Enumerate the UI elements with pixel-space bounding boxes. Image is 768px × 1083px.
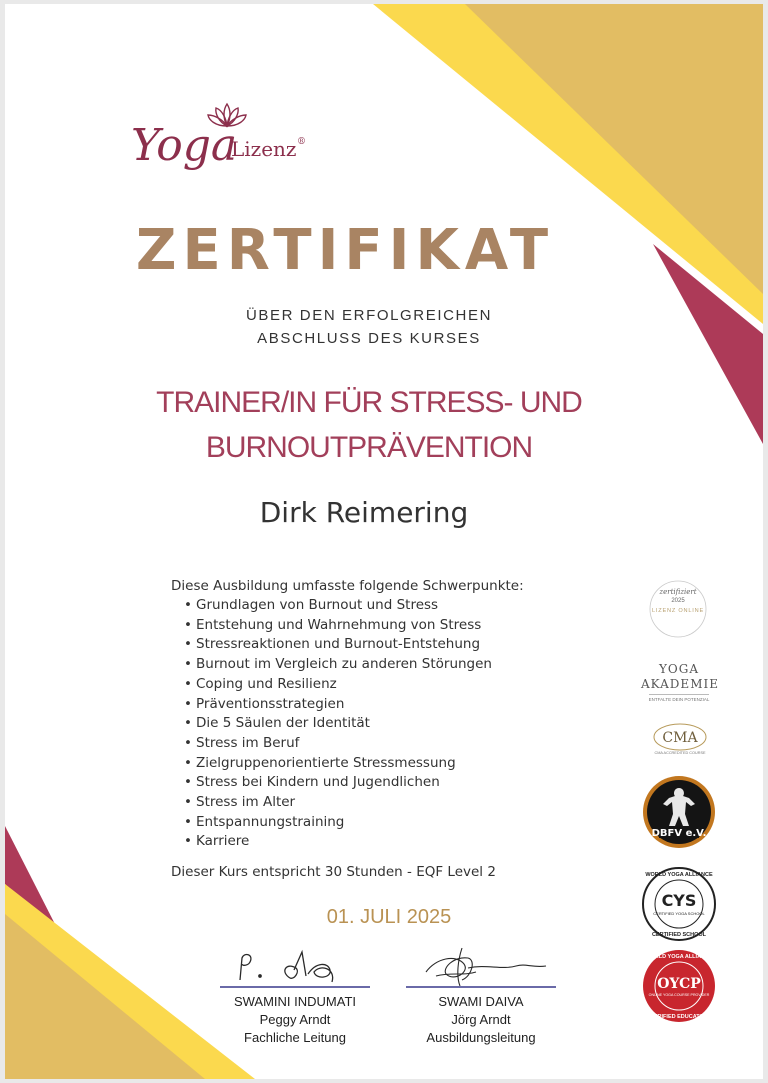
yoga-lizenz-logo [129, 100, 309, 186]
cys-seal-icon [641, 866, 717, 942]
svg-text:WORLD YOGA ALLIANCE: WORLD YOGA ALLIANCE [645, 872, 713, 878]
yoga-akademie-line2: AKADEMIE [641, 677, 719, 691]
signature-person-1: Peggy Arndt [259, 1011, 331, 1027]
focus-areas [171, 576, 524, 852]
certificate-page [5, 4, 763, 1079]
svg-text:DBFV e.V.: DBFV e.V. [651, 828, 707, 839]
subtitle-line-2: ABSCHLUSS DES KURSES [257, 330, 481, 347]
svg-text:VERIFIED EDUCATOR: VERIFIED EDUCATOR [650, 1014, 708, 1020]
focus-item: • Entspannungstraining [184, 813, 524, 833]
svg-text:CERTIFIED SCHOOL: CERTIFIED SCHOOL [651, 932, 707, 938]
cma-badge [645, 722, 715, 760]
dbfv-seal-icon [641, 774, 717, 850]
oycp-badge [641, 948, 717, 1028]
certificate-title: ZERTIFIKAT [135, 218, 555, 283]
signature-2 [406, 942, 556, 986]
focus-item: • Stressreaktionen und Burnout-Entstehung [184, 635, 524, 655]
svg-text:2025: 2025 [671, 598, 685, 604]
focus-item: • Burnout im Vergleich zu anderen Störungen [184, 655, 524, 675]
svg-text:zertifiziert: zertifiziert [659, 588, 697, 596]
focus-item: • Karriere [184, 832, 524, 852]
svg-text:Lizenz: Lizenz [231, 137, 297, 161]
svg-text:LIZENZ ONLINE: LIZENZ ONLINE [651, 608, 705, 614]
signature-role-2: SWAMI DAIVA [438, 993, 524, 1009]
svg-text:CYS: CYS [661, 891, 697, 910]
focus-list [171, 596, 524, 852]
yoga-akademie-divider [649, 694, 709, 695]
signature-line-1 [220, 986, 370, 988]
recipient-name: Dirk Reimering [259, 496, 469, 529]
focus-intro: Diese Ausbildung umfasste folgende Schwerpunkte: [171, 578, 524, 594]
subtitle-line-1: ÜBER DEN ERFOLGREICHEN [245, 307, 493, 324]
focus-item: • Grundlagen von Burnout und Stress [184, 596, 524, 616]
signature-block-1 [195, 942, 395, 1045]
svg-text:Yoga: Yoga [131, 120, 238, 171]
svg-text:ONLINE YOGA COURSE PROVIDER: ONLINE YOGA COURSE PROVIDER [648, 993, 710, 997]
focus-item: • Stress im Alter [184, 793, 524, 813]
oycp-seal-icon [641, 948, 717, 1024]
signature-line-2 [406, 986, 556, 988]
focus-item: • Präventionsstrategien [184, 695, 524, 715]
focus-item: • Die 5 Säulen der Identität [184, 714, 524, 734]
certificate-date: 01. JULI 2025 [326, 906, 452, 928]
signature-person-2: Jörg Arndt [451, 1011, 511, 1027]
cys-badge [641, 866, 717, 946]
signature-role-1: SWAMINI INDUMATI [233, 993, 357, 1009]
signature-block-2 [381, 942, 581, 1045]
yoga-akademie-line1: YOGA [658, 662, 699, 676]
course-line-2: BURNOUTPRÄVENTION [205, 431, 533, 464]
signature-title-1: Fachliche Leitung [244, 1029, 346, 1045]
focus-item: • Stress bei Kindern und Jugendlichen [184, 773, 524, 793]
svg-text:®: ® [297, 137, 306, 147]
svg-text:CMA: CMA [662, 730, 698, 746]
certificate-subtitle [5, 304, 733, 350]
focus-item: • Coping und Resilienz [184, 675, 524, 695]
focus-item: • Zielgruppenorientierte Stressmessung [184, 754, 524, 774]
svg-text:CERTIFIED YOGA SCHOOL: CERTIFIED YOGA SCHOOL [653, 911, 705, 916]
cma-emblem-icon [645, 722, 715, 756]
svg-text:WORLD YOGA ALLIANCE: WORLD YOGA ALLIANCE [645, 954, 713, 960]
signature-1 [220, 942, 370, 986]
course-line-1: TRAINER/IN FÜR STRESS- UND [156, 386, 582, 419]
lotus-icon [129, 100, 309, 186]
yoga-akademie-badge [641, 662, 717, 702]
svg-text:CMA ACCREDITED COURSE: CMA ACCREDITED COURSE [654, 751, 706, 755]
signature-title-2: Ausbildungsleitung [426, 1029, 536, 1045]
svg-text:OYCP: OYCP [657, 976, 701, 992]
course-hours: Dieser Kurs entspricht 30 Stunden - EQF Level 2 [171, 864, 496, 880]
yoga-akademie-tagline: ENTFALTE DEIN POTENZIAL [648, 697, 710, 702]
lizenz-online-seal-icon [637, 576, 719, 642]
course-title [5, 380, 733, 470]
dbfv-badge [641, 774, 717, 854]
focus-item: • Entstehung und Wahrnehmung von Stress [184, 616, 524, 636]
lizenz-online-badge [637, 576, 719, 646]
focus-item: • Stress im Beruf [184, 734, 524, 754]
